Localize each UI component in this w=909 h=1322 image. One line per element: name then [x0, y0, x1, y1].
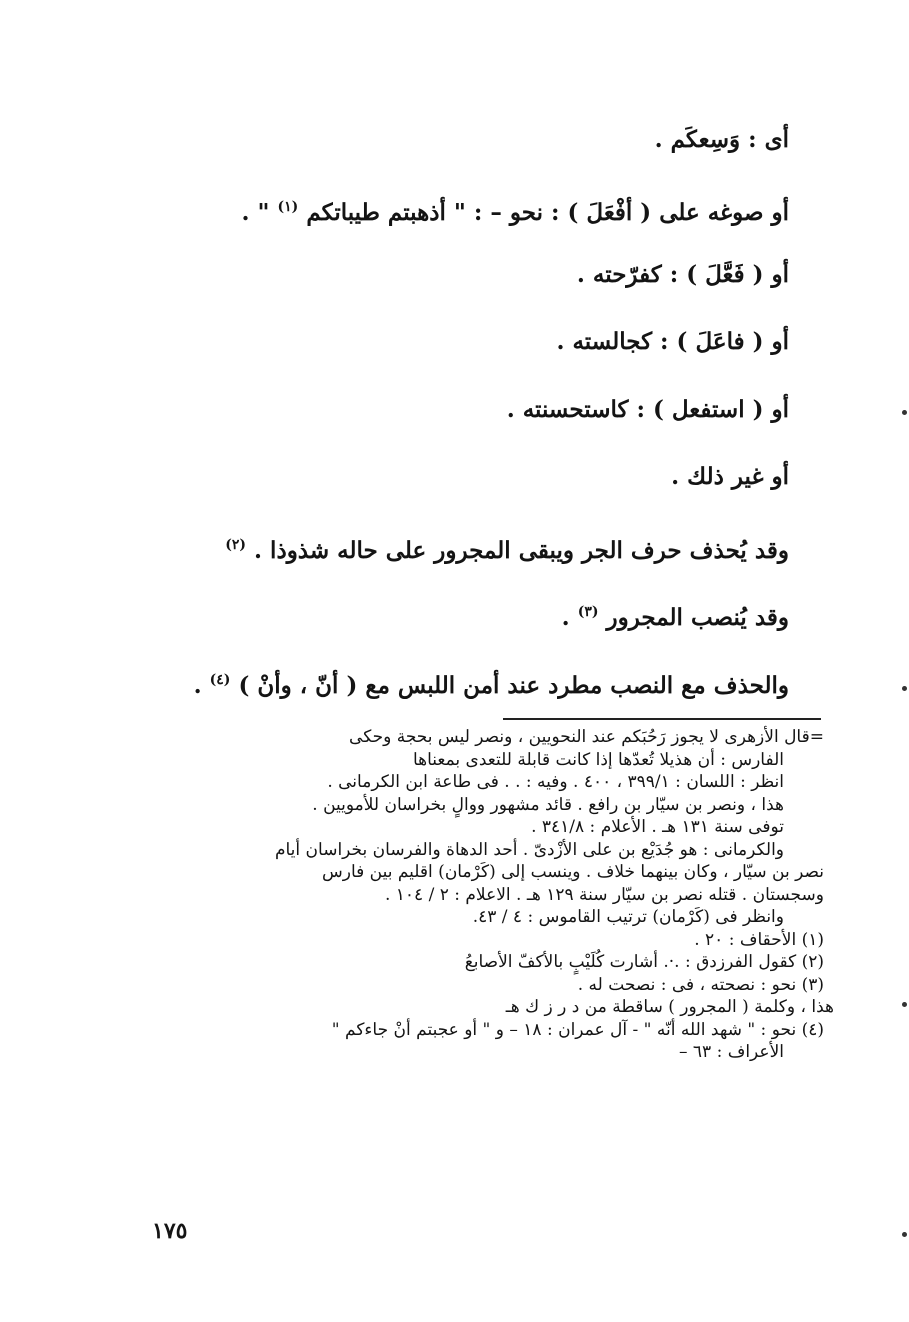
main-line-1-text: أى : وَسِعكَم .: [654, 126, 789, 153]
footnote-ref-1[interactable]: (١): [277, 199, 299, 215]
footnote-ref-3[interactable]: (٣): [577, 604, 599, 620]
main-line-4-text: أو ( فاعَلَ ) : كجالسته .: [556, 328, 789, 355]
footnote-line: الأعراف : ٦٣ –: [679, 1042, 784, 1062]
margin-dot: [902, 410, 907, 415]
main-line-2: [242, 190, 790, 230]
footnote-line: هذا ، وكلمة ( المجرور ) ساقطة من د ر ز ك هـ: [505, 997, 834, 1017]
footnote-line: وانظر فى (كَرْمان) ترتيب القاموس : ٤ / ٤٣.: [472, 907, 784, 927]
main-line-4: [556, 325, 789, 359]
main-line-6: [671, 460, 789, 494]
main-line-3: [577, 258, 789, 292]
footnote-2: (٢) كقول الفرزدق : .·. أشارت كُلَيْبٍ بالأكفّ الأصابعُ: [464, 952, 824, 972]
main-line-2-end: " .: [241, 199, 270, 226]
margin-dot: [902, 1002, 907, 1007]
main-line-8: [562, 595, 789, 635]
main-line-9-end: .: [193, 672, 202, 699]
footnote-line: هذا ، ونصر بن سيّار بن رافع . قائد مشهور ووالٍ بخراسان للأمويين .: [312, 794, 784, 815]
footnote-1: (١) الأحقاف : ٢٠ .: [694, 929, 824, 950]
main-line-5: [507, 393, 789, 427]
footnote-divider: [503, 718, 821, 720]
footnote-3: (٣) نحو : نصحته ، فى : نصحت له .: [577, 974, 824, 995]
footnote-line: الفارس : أن هذيلا تُعدّها إذا كانت قابلة للتعدى بمعناها: [412, 749, 784, 770]
main-line-3-text: أو ( فَعَّلَ ) : كفرّحته .: [576, 261, 789, 288]
main-line-9-text: والحذف مع النصب مطرد عند أمن اللبس مع ( أنّ ، وأنْ ): [238, 672, 789, 699]
main-line-2-text: أو صوغه على ( أفْعَلَ ) : نحو – : " أذهبتم طيباتكم: [306, 199, 789, 226]
footnote-line: والكرمانى : هو جُدَيْع بن على الأزْدىّ . أحد الدهاة والفرسان بخراسان أيام: [274, 839, 784, 860]
margin-dot: [902, 686, 907, 691]
page-number: ١٧٥: [152, 1218, 188, 1244]
footnotes-block: [124, 726, 834, 1064]
main-line-5-text: أو ( استفعل ) : كاستحسنته .: [506, 396, 789, 423]
footnote-line: وسجستان . قتله نصر بن سيّار سنة ١٢٩ هـ . الاعلام : ٢ / ١٠٤ .: [384, 884, 824, 905]
main-line-8-text: وقد يُنصب المجرور: [606, 604, 789, 631]
main-line-6-text: أو غير ذلك .: [671, 463, 789, 490]
main-line-9: [194, 663, 789, 703]
margin-dot: [902, 1232, 907, 1237]
footnote-ref-4[interactable]: (٤): [209, 672, 231, 688]
main-line-7-text: وقد يُحذف حرف الجر ويبقى المجرور على حاله شذوذا .: [254, 537, 789, 564]
main-line-8-end: .: [561, 604, 570, 631]
footnote-line: نصر بن سيّار ، وكان بينهما خلاف . وينسب إلى (كَرْمان) اقليم بين فارس: [321, 862, 824, 882]
main-line-7: [225, 528, 789, 568]
main-line-1: [655, 123, 789, 157]
footnote-line: انظر : اللسان : ٣٩٩/١ ، ٤٠٠ . وفيه : . . فى طاعة ابن الكرمانى .: [327, 772, 784, 792]
footnote-ref-2[interactable]: (٢): [225, 537, 247, 553]
footnote-4: (٤) نحو : " شهد الله أنّه " - آل عمران : ١٨ – و " أو عجبتم أنْ جاءكم ": [331, 1019, 824, 1040]
footnote-line: =قال الأزهرى لا يجوز رَحُبَكم عند النحويين ، ونصر ليس بحجة وحكى: [349, 727, 824, 747]
footnote-line: توفى سنة ١٣١ هـ . الأعلام : ٣٤١/٨ .: [531, 817, 784, 837]
